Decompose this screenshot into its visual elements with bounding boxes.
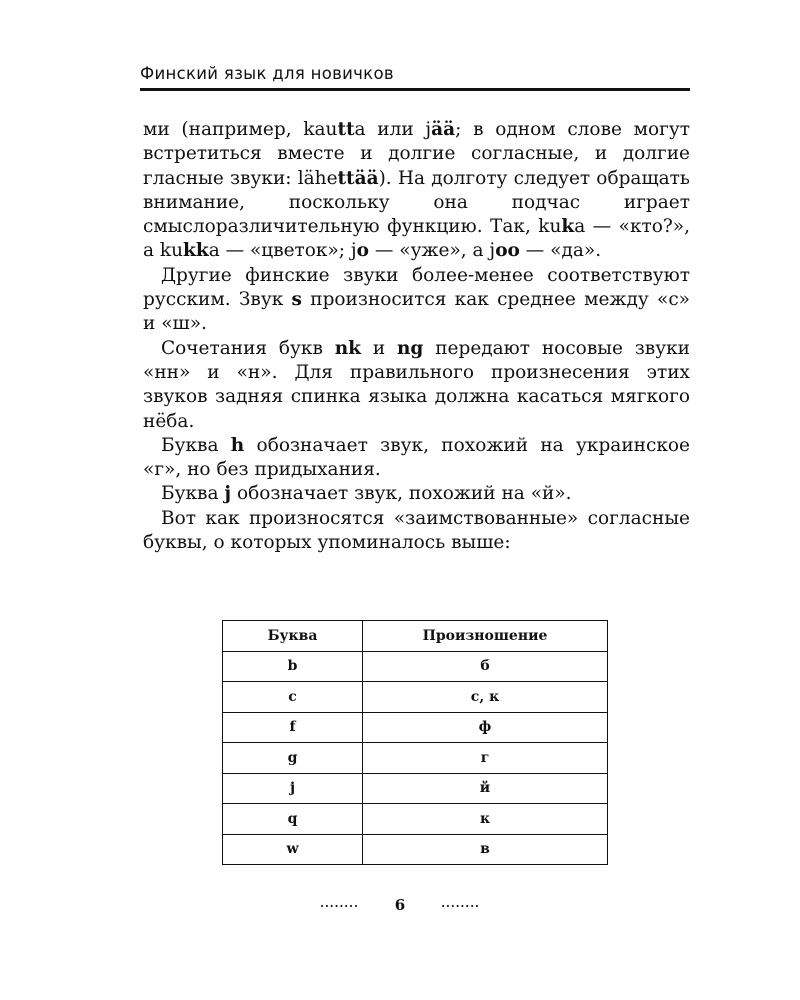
paragraph bbox=[143, 264, 690, 337]
letter-cell: j bbox=[223, 773, 363, 804]
table-row bbox=[223, 712, 608, 743]
letter-cell: c bbox=[223, 682, 363, 713]
pronunciation-cell: с, к bbox=[363, 682, 608, 713]
bold-run: h bbox=[230, 434, 245, 456]
table-row bbox=[223, 804, 608, 835]
bold-run: j bbox=[224, 483, 232, 505]
paragraph bbox=[143, 482, 690, 506]
pronunciation-cell: в bbox=[363, 834, 608, 865]
bold-run: tt bbox=[337, 119, 355, 140]
pronunciation-cell: г bbox=[363, 743, 608, 774]
text-run: a — «цветок»; j bbox=[208, 240, 357, 262]
bold-run: ng bbox=[396, 337, 424, 359]
text-run: Вот как произносятся «заимствованные» согласные буквы, о которых упоминалось выше: bbox=[143, 507, 690, 554]
pronunciation-cell: й bbox=[363, 773, 608, 804]
text-run: Сочетания букв bbox=[161, 337, 335, 359]
bold-run: ää bbox=[431, 119, 456, 140]
paragraph bbox=[143, 118, 690, 264]
table-header-row bbox=[223, 621, 608, 652]
column-header-pronunciation: Произношение bbox=[363, 621, 608, 652]
bold-run: kk bbox=[183, 240, 209, 262]
page-number: 6 bbox=[394, 896, 406, 914]
page-footer bbox=[0, 896, 800, 914]
running-header bbox=[140, 64, 690, 91]
pronunciation-cell: б bbox=[363, 651, 608, 682]
footer-dots-right: ........ bbox=[441, 897, 480, 910]
bold-run: oo bbox=[495, 240, 520, 262]
text-run: ; в одном слове могут встретиться вместе и долгие согласные, и долгие гласные звуки: lähe bbox=[143, 119, 690, 189]
text-run: произносится как среднее между «с» и «ш». bbox=[143, 289, 691, 335]
footer-dots-left: ........ bbox=[320, 897, 359, 910]
text-run: ). На долготу следует обращать внимание, поскольку она подчас играет смыслоразличительную функцию. Так, ku bbox=[143, 167, 690, 238]
bold-run: nk bbox=[334, 337, 361, 359]
text-run: a или j bbox=[354, 119, 432, 140]
text-run: обозначает звук, похожий на «й». bbox=[231, 483, 572, 505]
table-row bbox=[223, 682, 608, 713]
text-run: и bbox=[361, 337, 397, 359]
pronunciation-cell: к bbox=[363, 804, 608, 835]
table-row bbox=[223, 743, 608, 774]
text-run: обозначает звук, похожий на украинское «г», но без придыхания. bbox=[143, 434, 690, 481]
column-header-letter: Буква bbox=[223, 621, 363, 652]
bold-run: o bbox=[356, 240, 370, 262]
paragraph bbox=[143, 507, 690, 556]
text-run: ми (например, kau bbox=[143, 119, 338, 140]
paragraph bbox=[143, 434, 690, 483]
bold-run: tt bbox=[337, 167, 355, 189]
pronunciation-cell: ф bbox=[363, 712, 608, 743]
table-row bbox=[223, 651, 608, 682]
bold-run: ää bbox=[354, 167, 379, 189]
bold-run: s bbox=[291, 289, 302, 311]
letter-cell: q bbox=[223, 804, 363, 835]
text-run: a — «кто?», а ku bbox=[143, 216, 690, 262]
letter-cell: b bbox=[223, 651, 363, 682]
letters-table bbox=[222, 620, 608, 865]
body-text bbox=[143, 118, 690, 555]
text-run: — «да». bbox=[519, 240, 602, 262]
text-run: Буква bbox=[161, 483, 225, 505]
book-title: Финский язык для новичков bbox=[140, 64, 394, 83]
letter-cell: f bbox=[223, 712, 363, 743]
table-row bbox=[223, 773, 608, 804]
text-run: Буква bbox=[161, 434, 231, 456]
text-run: Другие финские звуки более-менее соответствуют русским. Звук bbox=[143, 264, 690, 311]
text-run: — «уже», а j bbox=[369, 240, 496, 262]
bold-run: k bbox=[561, 216, 575, 238]
letter-cell: g bbox=[223, 743, 363, 774]
table-row bbox=[223, 834, 608, 865]
text-run: передают носовые звуки «нн» и «н». Для правильного произнесения этих звуков задняя спинка языка должна касаться мягкого нёба. bbox=[143, 337, 691, 432]
letter-cell: w bbox=[223, 834, 363, 865]
paragraph bbox=[143, 337, 690, 434]
